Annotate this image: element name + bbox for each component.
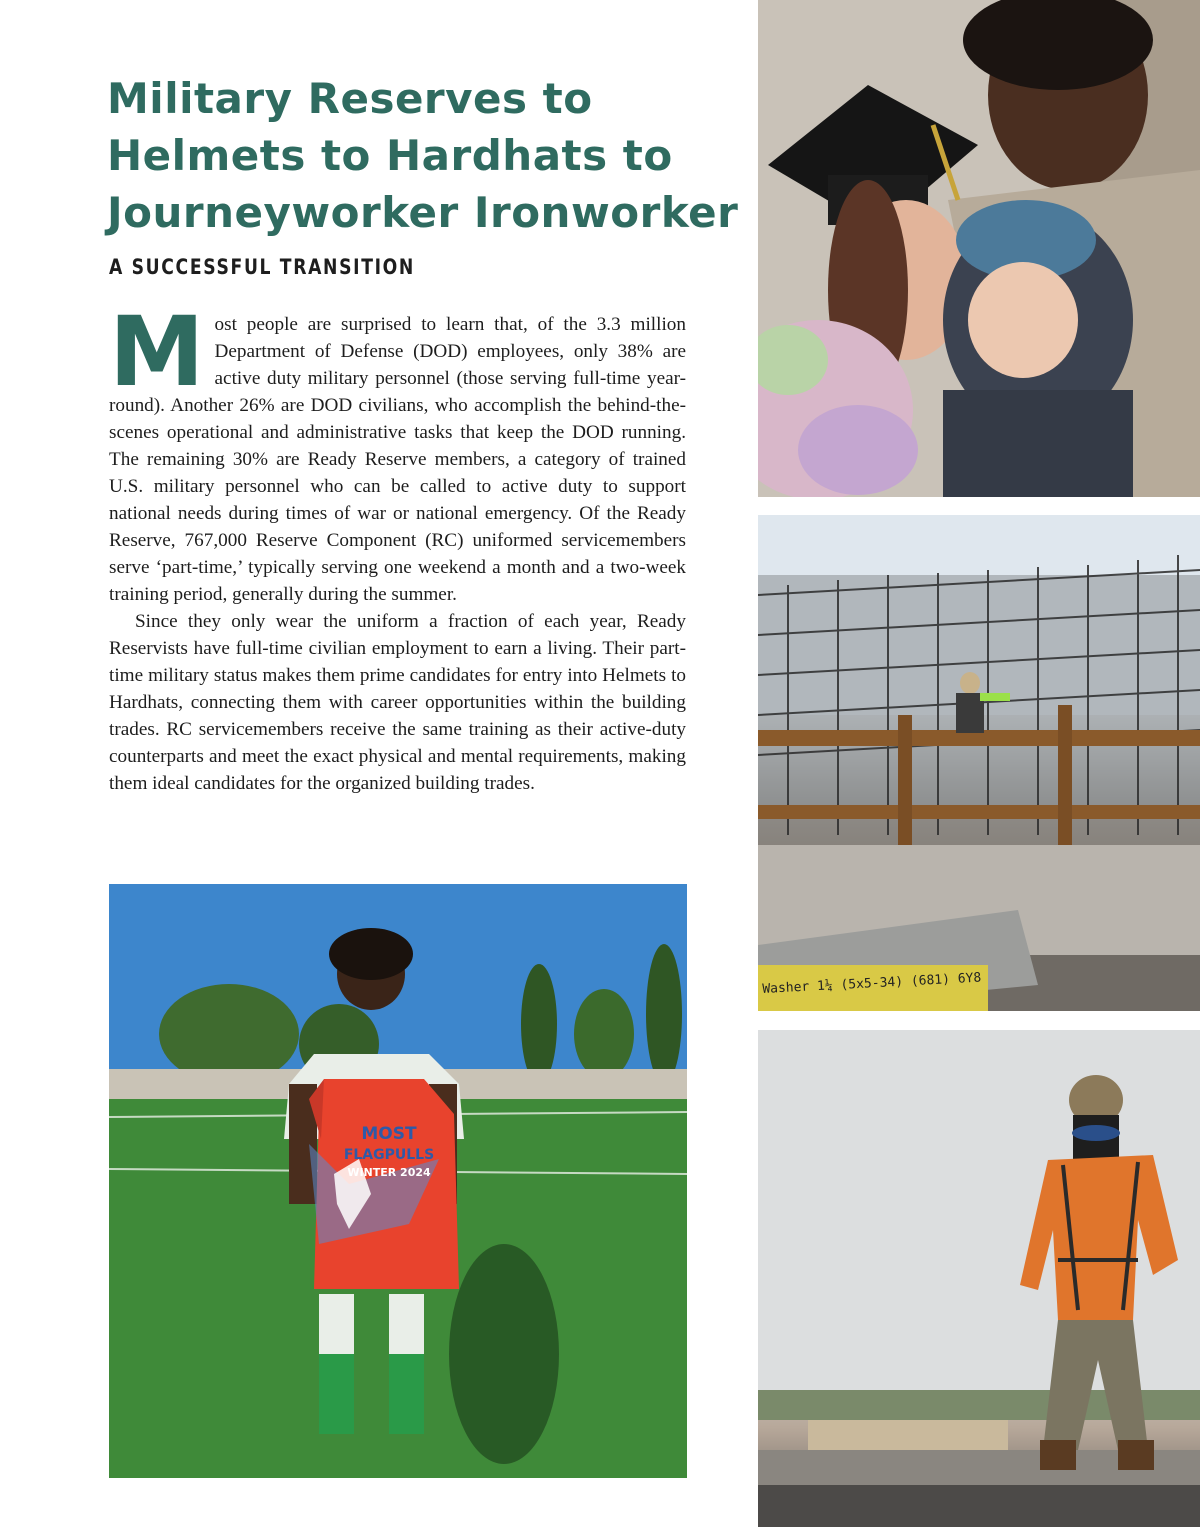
paragraph-1	[109, 296, 686, 608]
paragraph-2: Since they only wear the uniform a fraction of each year, Ready Reservists have full-time civilian employment to earn a living. Their part-time military status makes them prime candidates for entry into Helmets to Hardhats, connecting them with career opportunities within the building trades. RC servicemembers receive the same training as their active-duty counterparts and meet the exact physical and mental requirements, making them ideal candidates for the organized building trades.	[109, 611, 686, 794]
flag-football-photo	[109, 884, 687, 1478]
article-subtitle: A SUCCESSFUL TRANSITION	[109, 255, 415, 279]
title-line-2	[107, 127, 737, 184]
title-highlight: Helmets to Hardhats	[107, 131, 608, 180]
title-line-2-rest: to	[607, 131, 673, 180]
rebar-construction-photo	[758, 515, 1200, 1011]
drop-cap: M	[109, 296, 205, 408]
graduation-family-photo	[758, 0, 1200, 497]
article-title	[107, 70, 737, 241]
article-body	[109, 296, 686, 797]
crate-label: Washer 1¼ (5x5-34) (681) 6Y8	[762, 970, 982, 997]
title-line-1: Military Reserves to	[107, 74, 593, 123]
shirt-line-1: MOST	[361, 1124, 417, 1144]
shirt-line-3: WINTER 2024	[347, 1166, 431, 1179]
paragraph-1-text: ost people are surprised to learn that, of the 3.3 million Department of Defense (DOD) employees, only 38% are active duty military personnel (those serving full-time year-round). Another 26% are DOD civilians, who accomplish the behind-the-scenes operational and administrative tasks that keep the DOD running. The remaining 30% are Ready Reserve members, a category of trained U.S. military personnel who can be called to active duty to support national needs during times of war or national emergency. Of the Ready Reserve, 767,000 Reserve Component (RC) uniformed servicemembers serve ‘part-time,’ typically serving one weekend a month and a two-week training period, generally during the summer.	[109, 314, 686, 605]
ironworker-photo	[758, 1030, 1200, 1527]
title-line-3: Journeyworker Ironworker	[107, 188, 739, 237]
shirt-line-2: FLAGPULLS	[343, 1147, 435, 1163]
